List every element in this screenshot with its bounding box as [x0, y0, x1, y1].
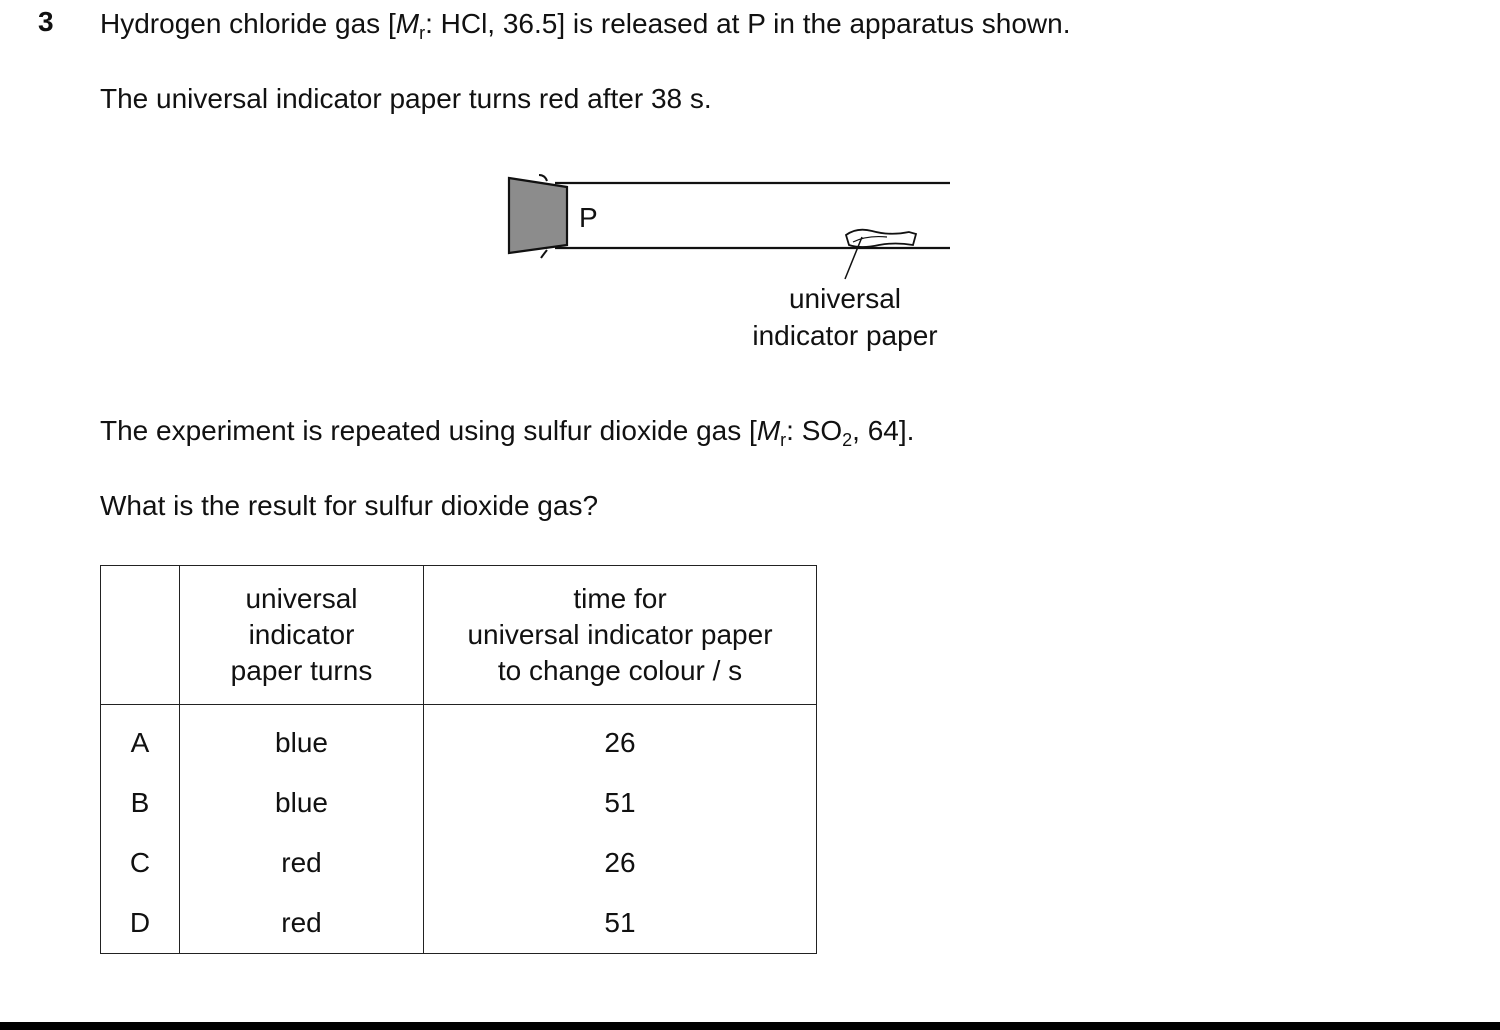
- relative-mass-subscript: r: [419, 23, 426, 43]
- header-colour-line: universal: [245, 583, 358, 614]
- header-colour-line: paper turns: [230, 655, 373, 686]
- table-row[interactable]: [101, 705, 817, 774]
- answer-options-table: [100, 565, 817, 954]
- option-colour: blue: [180, 705, 424, 774]
- intro-text-after: : HCl, 36.5] is released at P in the apparatus shown.: [425, 8, 1071, 39]
- repeat-text-before: The experiment is repeated using sulfur dioxide gas [: [100, 415, 757, 446]
- header-paper-colour: [180, 566, 424, 705]
- stopper: [509, 178, 567, 253]
- repeat-text-after: , 64].: [852, 415, 915, 446]
- option-letter-b[interactable]: B: [101, 773, 180, 833]
- tube-end-top: [539, 175, 547, 181]
- repeat-text: [100, 413, 914, 449]
- repeat-relative-mass-symbol: M: [756, 415, 781, 446]
- point-p-label: P: [579, 202, 598, 233]
- table-header-row: [101, 566, 817, 705]
- header-time: [424, 566, 817, 705]
- table-row[interactable]: [101, 833, 817, 893]
- table-row[interactable]: [101, 773, 817, 833]
- footer-bar: [0, 1022, 1500, 1030]
- apparatus-diagram: [495, 165, 965, 365]
- repeat-text-middle: : SO: [786, 415, 843, 446]
- repeat-relative-mass-subscript: r: [780, 430, 787, 450]
- option-time: 26: [424, 833, 817, 893]
- option-colour: red: [180, 833, 424, 893]
- table-row[interactable]: [101, 893, 817, 954]
- header-option-letter: [101, 566, 180, 705]
- option-time: 26: [424, 705, 817, 774]
- option-time: 51: [424, 893, 817, 954]
- header-time-line: time for: [573, 583, 667, 614]
- header-colour-line: indicator: [248, 619, 355, 650]
- header-time-line: to change colour / s: [497, 655, 743, 686]
- question-number: 3: [38, 6, 54, 37]
- option-letter-a[interactable]: A: [101, 705, 180, 774]
- paper-label-line1: universal: [788, 283, 902, 314]
- paper-label-line2: indicator paper: [752, 320, 938, 351]
- option-letter-c[interactable]: C: [101, 833, 180, 893]
- header-time-line: universal indicator paper: [467, 619, 773, 650]
- option-time: 51: [424, 773, 817, 833]
- observation-text: The universal indicator paper turns red after 38 s.: [100, 83, 712, 114]
- tube-end-bottom: [541, 250, 547, 258]
- option-colour: red: [180, 893, 424, 954]
- relative-mass-symbol: M: [395, 8, 420, 39]
- indicator-paper: [846, 230, 916, 247]
- question-prompt: What is the result for sulfur dioxide gas?: [100, 490, 599, 521]
- intro-text-before: Hydrogen chloride gas [: [100, 8, 396, 39]
- option-colour: blue: [180, 773, 424, 833]
- question-intro: [100, 6, 1070, 42]
- so2-subscript: 2: [842, 430, 853, 450]
- option-letter-d[interactable]: D: [101, 893, 180, 954]
